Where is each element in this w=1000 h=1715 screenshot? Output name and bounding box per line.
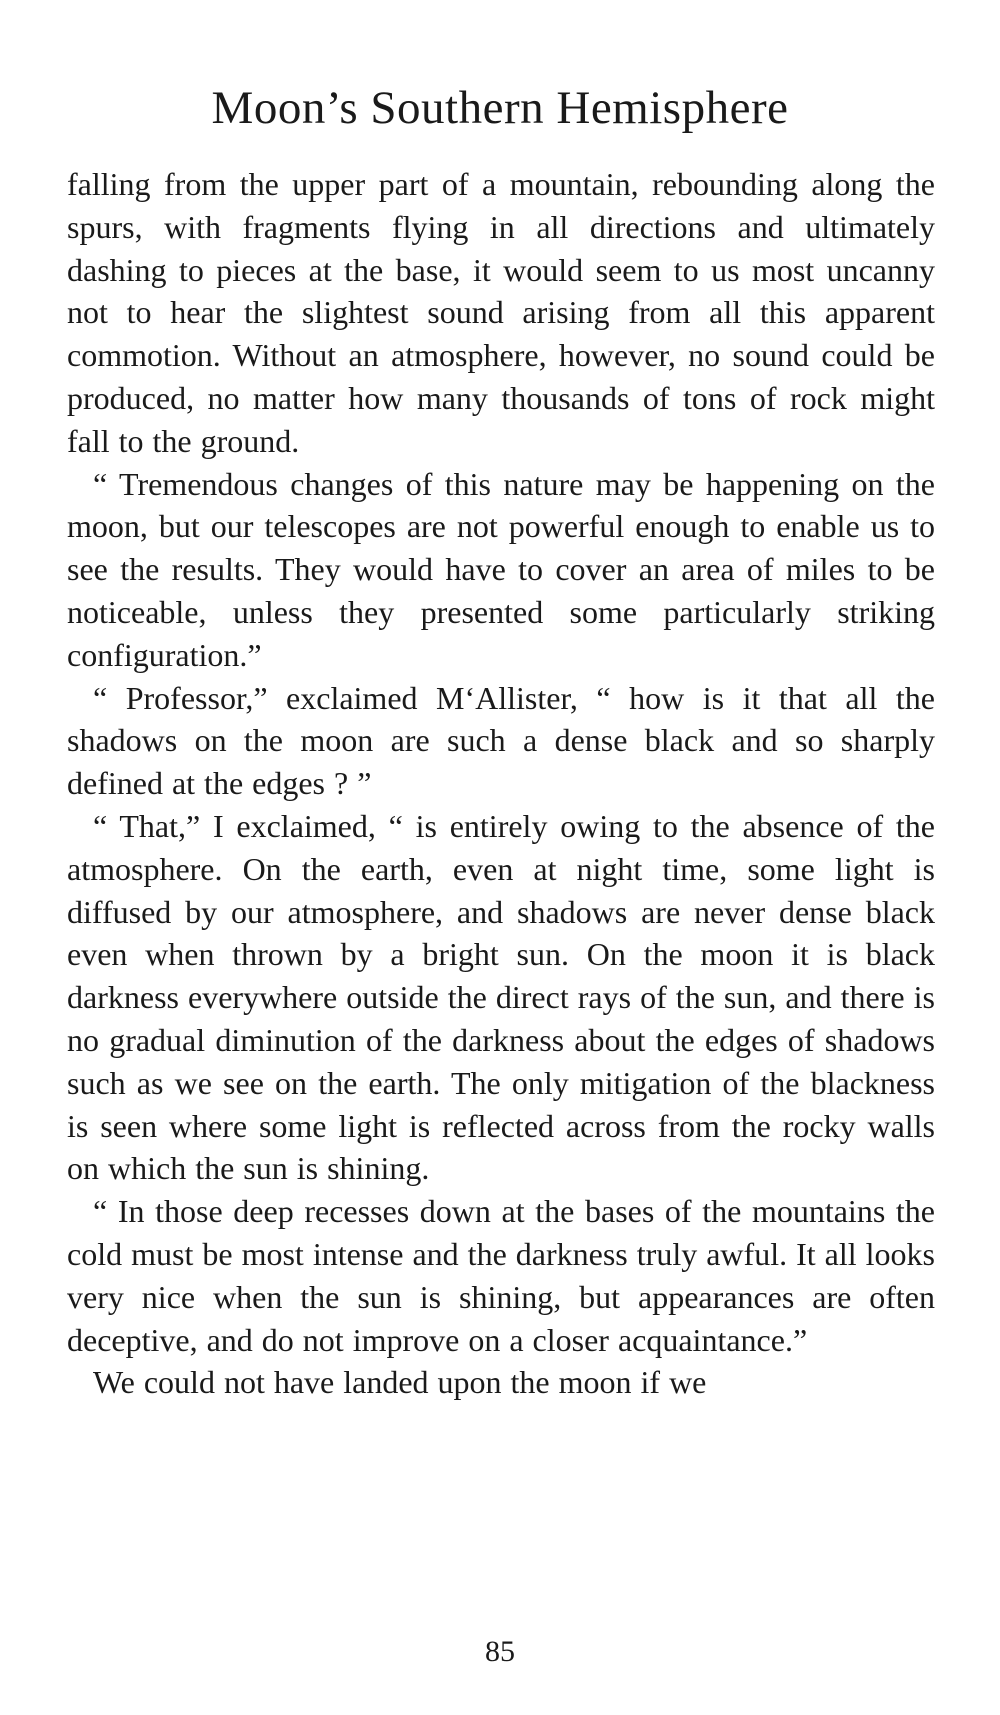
- paragraph: “ Tremendous changes of this nature may be happening on the moon, but our telescopes are not powerful enough to enable us to see the results. They would have to cover an area of miles to be noticeable, unless they presented some particularly striking configuration.”: [67, 465, 935, 673]
- body-text: [67, 163, 935, 1404]
- running-head: Moon’s Southern Hemisphere: [211, 82, 789, 134]
- paragraph: “ In those deep recesses down at the bases of the mountains the cold must be most intense and the darkness truly awful. It all looks very nice when the sun is shining, but appearances are often deceptive, and do not improve on a closer acquaintance.”: [67, 1193, 935, 1358]
- paragraph: “ Professor,” exclaimed M‘Allister, “ how is it that all the shadows on the moon are such a dense black and so sharply defined at the edges ? ”: [67, 679, 935, 802]
- paragraph: “ That,” I exclaimed, “ is entirely owing to the absence of the atmosphere. On the earth, even at night time, some light is diffused by our atmosphere, and shadows are never dense black even when thrown by a bright sun. On the moon it is black darkness everywhere outside the direct rays of the sun, and there is no gradual diminution of the darkness about the edges of shadows such as we see on the earth. The only mitigation of the blackness is seen where some light is reflected across from the rocky walls on which the sun is shining.: [67, 807, 935, 1187]
- page-number: 85: [485, 1635, 515, 1668]
- paragraph: We could not have landed upon the moon if we: [93, 1364, 707, 1401]
- paragraph-continued: falling from the upper part of a mountain, rebounding along the spurs, with fragments flying in all directions and ultimately dashing to pieces at the base, it would seem to us most uncanny not to hear the slightest sound arising from all this apparent commotion. Without an atmosphere, however, no sound could be produced, no matter how many thousands of tons of rock might fall to the ground.: [67, 166, 935, 459]
